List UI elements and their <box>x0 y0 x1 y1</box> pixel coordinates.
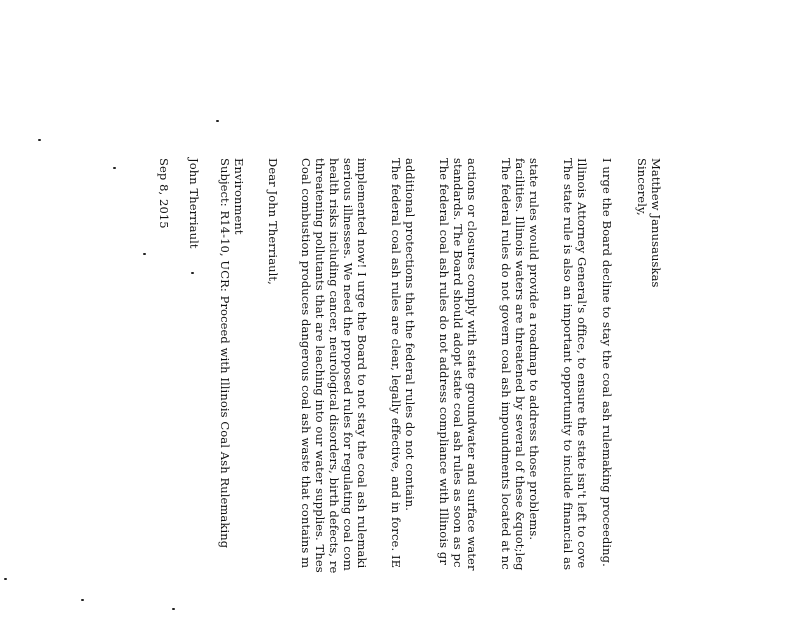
paragraph-line: implemented now! I urge the Board to not stay the coal ash rulemaki <box>355 158 369 569</box>
letter-subject-line: Subject: R14-10, UCR: Proceed with Illinois Coal Ash Rulemaking <box>218 158 232 549</box>
paragraph-line: threatening pollutants that are leaching into our water supplies. Thes <box>313 158 327 573</box>
paragraph-line: state rules would provide a roadmap to address those problems. <box>527 158 541 541</box>
paragraph-line: The federal rules do not govern coal ash impoundments located at nc <box>499 158 513 570</box>
letter-closing: Sincerely, <box>635 158 649 216</box>
paragraph-line: facilities. Illinois waters are threatened by several of these &quot;leg <box>513 158 527 571</box>
paragraph-line: I urge the Board decline to stay the coal ash rulemaking proceeding. <box>600 158 614 567</box>
paragraph-line: health risks including cancer, neurological disorders, birth defects, re <box>327 158 341 574</box>
letter-date: Sep 8, 2015 <box>157 158 171 229</box>
paragraph-line: serious illnesses. We need the proposed rules for regulating coal com <box>341 158 355 571</box>
letter-recipient: John Therriault <box>187 158 201 249</box>
paragraph-line: additional protections that the federal rules do not contain. <box>403 158 417 512</box>
paragraph-line: standards. The Board should adopt state coal ash rules as soon as pc <box>451 158 465 568</box>
paragraph-line: The federal coal ash rules do not address compliance with Illinois gr <box>437 158 451 565</box>
paragraph-line: The federal coal ash rules are clear, legally effective, and in force. IE <box>389 158 403 569</box>
paragraph-line: The state rule is also an important opportunity to include financial as <box>561 158 575 571</box>
letter-subject-line: Environment <box>232 158 246 235</box>
paragraph-line: actions or closures comply with state groundwater and surface water <box>465 158 479 571</box>
letter-salutation: Dear John Therriault, <box>266 158 280 285</box>
letter-signature: Matthew Janusauskas <box>649 158 663 288</box>
paragraph-line: Illinois Attorney General's office, to ensure the state isn't left to cove <box>575 158 589 569</box>
paragraph-line: Coal combustion produces dangerous coal ash waste that contains m <box>299 158 313 569</box>
